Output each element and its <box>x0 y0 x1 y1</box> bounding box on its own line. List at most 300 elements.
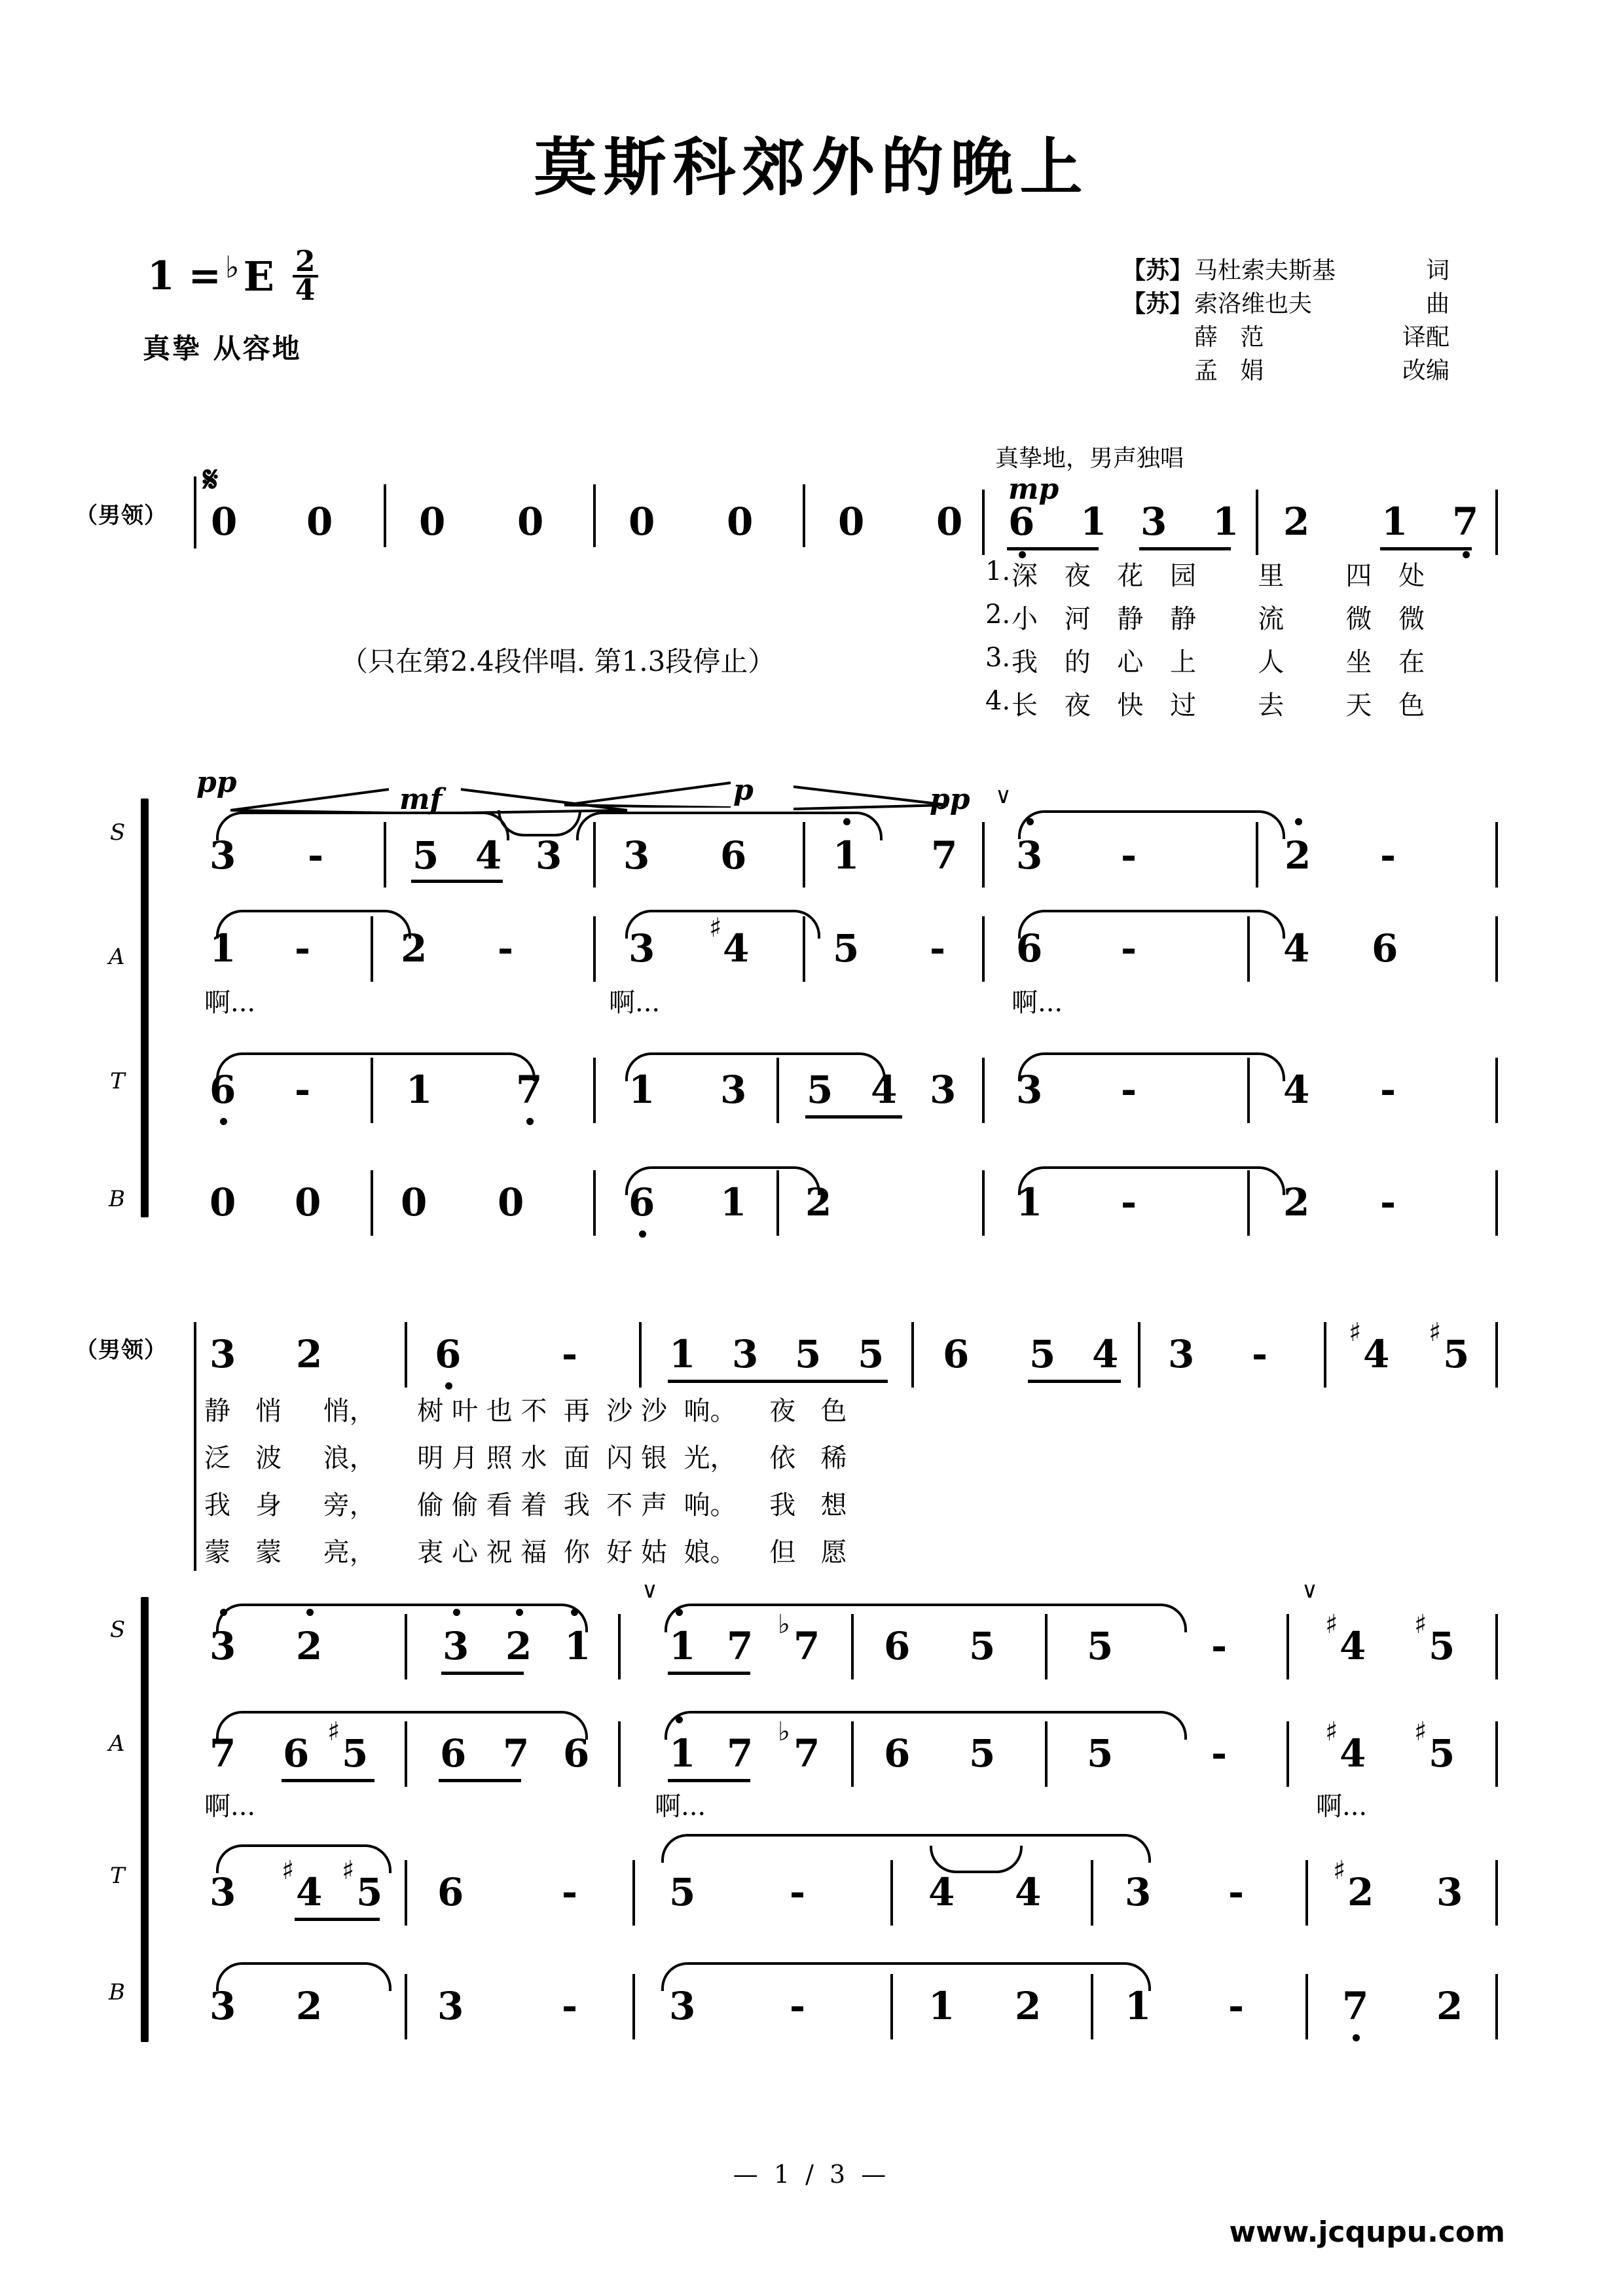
lead-rest: 0 <box>211 499 238 544</box>
barline <box>890 1860 893 1926</box>
lead-label-2: （男领） <box>75 1337 167 1363</box>
dynamic-pp-1: pp <box>196 766 237 799</box>
b-note: 2 <box>296 1984 323 2028</box>
t-sustain: - <box>790 1870 806 1914</box>
t-note: 4 <box>296 1870 323 1914</box>
page-title: 莫斯科郊外的晚上 <box>534 130 1089 204</box>
a-lyric: 啊... <box>1316 1791 1368 1821</box>
beam <box>1007 547 1099 550</box>
barline <box>632 1974 635 2039</box>
lead-note: 1 <box>1213 499 1239 544</box>
lead-note: 3 <box>1140 499 1167 544</box>
barline <box>593 916 596 982</box>
octave-dot-low <box>445 1382 452 1390</box>
barline <box>1495 1170 1498 1236</box>
octave-dot-low <box>526 1118 534 1125</box>
octave-dot-high <box>516 1609 523 1616</box>
barline <box>982 490 985 555</box>
barline <box>803 822 805 888</box>
tie <box>930 1846 1023 1873</box>
octave-dot-high <box>453 1609 460 1616</box>
barline <box>1495 1058 1498 1123</box>
barline <box>1286 1721 1289 1787</box>
a-lyric: 啊... <box>204 988 256 1018</box>
decrescendo-hairpin <box>792 779 949 810</box>
b-sustain: - <box>1228 1984 1245 2028</box>
phrase-slur <box>216 1604 588 1632</box>
lead-note: 7 <box>1452 499 1479 544</box>
s-note: 7 <box>727 1624 754 1668</box>
a-note: 7 <box>210 1731 236 1776</box>
s-note: 3 <box>1016 833 1043 878</box>
a-note: 7 <box>793 1731 820 1776</box>
beam <box>668 1779 750 1782</box>
credit-name: 薛 范 <box>1194 324 1264 351</box>
lead-rest: 0 <box>419 499 446 544</box>
barline <box>1495 1322 1498 1388</box>
beam <box>1139 547 1231 550</box>
s-sustain: - <box>1121 833 1137 878</box>
meter-denominator: 4 <box>295 274 316 308</box>
a-note: 6 <box>1016 926 1043 971</box>
lead-note: 3 <box>210 1332 236 1376</box>
credit-name: 孟 娟 <box>1194 357 1264 385</box>
t-note: 3 <box>210 1870 236 1914</box>
barline <box>1247 1170 1250 1236</box>
tempo-marking: 真挚 从容地 <box>143 332 302 365</box>
barline <box>1495 1721 1498 1787</box>
s-note: 6 <box>884 1624 911 1668</box>
barline <box>1286 1614 1289 1679</box>
beam <box>411 880 503 883</box>
verse-text: 深 夜 花 园 里 四 处 <box>1012 561 1434 591</box>
b-note: 1 <box>928 1984 955 2028</box>
s-sustain: - <box>1211 1624 1228 1668</box>
beam <box>441 1672 524 1675</box>
barline <box>384 822 386 888</box>
barline <box>890 1974 893 2039</box>
b-note: 2 <box>1283 1180 1310 1225</box>
lead-note: 2 <box>1283 499 1310 544</box>
a-note: 4 <box>723 926 750 971</box>
lead-note: 2 <box>296 1332 323 1376</box>
barline <box>1091 1974 1093 2039</box>
sharp-accidental: ♯ <box>1325 1609 1338 1640</box>
s-note: 6 <box>720 833 747 878</box>
barline <box>803 484 805 547</box>
t-sustain: - <box>1380 1067 1396 1112</box>
b-note: 2 <box>1015 1984 1042 2028</box>
barline <box>776 1170 779 1236</box>
s-note: 5 <box>412 833 439 878</box>
segno-icon: 𝄋 <box>203 458 219 500</box>
t-note: 1 <box>406 1067 433 1112</box>
beam <box>1380 547 1472 550</box>
a-note: 6 <box>563 1731 590 1776</box>
barline <box>371 1058 373 1123</box>
octave-dot-high <box>676 1609 683 1616</box>
meter-numerator: 2 <box>293 249 318 278</box>
credit-row <box>1122 287 1450 321</box>
lead-rest: 0 <box>517 499 544 544</box>
phrase-slur <box>661 1834 1151 1863</box>
beam <box>1028 1380 1121 1383</box>
barline <box>911 1322 914 1388</box>
credit-row <box>1122 254 1450 287</box>
barline <box>982 1170 985 1236</box>
crescendo-hairpin <box>229 783 393 814</box>
a-sustain: - <box>498 926 514 971</box>
dynamic-mp: mp <box>1008 473 1059 506</box>
verse-text: 我 身 旁， 偷 偷 看 着 我 不 声 响。 我 想 <box>204 1490 847 1520</box>
credit-role: 曲 <box>1425 291 1450 318</box>
verse-text: 我 的 心 上 人 坐 在 <box>1012 647 1434 677</box>
a-note: 6 <box>884 1731 911 1776</box>
t-sustain: - <box>1121 1067 1137 1112</box>
breath-mark-icon: ∨ <box>995 783 1012 809</box>
lead-note: 6 <box>435 1332 462 1376</box>
t-note: 4 <box>1283 1067 1310 1112</box>
octave-dot-high <box>306 1609 314 1616</box>
verse-number: 4. <box>985 686 1011 716</box>
a-lyric: 啊... <box>609 988 661 1018</box>
phrase-slur <box>1018 810 1285 839</box>
barline <box>405 1721 407 1787</box>
sharp-accidental: ♯ <box>1325 1716 1338 1747</box>
barline <box>405 1974 407 2039</box>
lead-rest: 0 <box>629 499 655 544</box>
phrase-slur <box>216 1711 588 1740</box>
beam <box>805 1115 902 1119</box>
beam <box>282 1779 374 1782</box>
verse-number: 3. <box>985 643 1011 673</box>
lead-rest: 0 <box>936 499 963 544</box>
t-note: 1 <box>629 1067 655 1112</box>
a-note: 4 <box>1340 1731 1366 1776</box>
t-note: 4 <box>871 1067 898 1112</box>
s-note: 3 <box>623 833 650 878</box>
key-prefix: 1 = <box>147 253 221 300</box>
lead-note: 5 <box>795 1332 822 1376</box>
beam <box>295 1918 380 1921</box>
b-note: 3 <box>669 1984 696 2028</box>
b-sustain: - <box>1380 1180 1396 1225</box>
credit-nation: 【苏】 <box>1122 290 1194 318</box>
lead-note: 5 <box>1029 1332 1056 1376</box>
lead-rest: 0 <box>727 499 754 544</box>
barline <box>405 1322 407 1388</box>
barline <box>593 822 596 888</box>
credit-nation <box>1122 321 1194 354</box>
a-sustain: - <box>930 926 946 971</box>
beam <box>439 1779 521 1782</box>
t-note: 7 <box>516 1067 543 1112</box>
a-note: 4 <box>1283 926 1310 971</box>
t-sustain: - <box>1228 1870 1245 1914</box>
credits-block <box>1122 254 1450 387</box>
verse-text: 泛 波 浪， 明 月 照 水 面 闪 银 光， 依 稀 <box>204 1443 847 1473</box>
octave-dot-low <box>1353 2034 1360 2041</box>
barline <box>371 916 373 982</box>
dynamic-pp-2: pp <box>930 783 970 816</box>
octave-dot-high <box>571 1609 578 1616</box>
lead-rest: 0 <box>306 499 333 544</box>
lead-note: 4 <box>1363 1332 1390 1376</box>
t-note: 2 <box>1347 1870 1374 1914</box>
beam <box>668 1672 750 1675</box>
barline <box>1305 1974 1308 2039</box>
part-label-b: B <box>109 1979 125 2005</box>
t-note: 5 <box>807 1067 833 1112</box>
barline <box>1305 1860 1308 1926</box>
barline <box>982 822 985 888</box>
barline <box>1091 1860 1093 1926</box>
lead-note: 1 <box>669 1332 696 1376</box>
a-note: 5 <box>1087 1731 1114 1776</box>
phrase-slur <box>625 1052 886 1081</box>
s-note: 5 <box>969 1624 996 1668</box>
verse-text: 小 河 静 静 流 微 微 <box>1012 604 1434 634</box>
sharp-accidental: ♯ <box>1429 1317 1442 1348</box>
b-note: 3 <box>437 1984 464 2028</box>
lead-note: 3 <box>1168 1332 1195 1376</box>
t-note: 3 <box>720 1067 747 1112</box>
phrase-slur <box>661 1962 1151 1991</box>
key-signature <box>147 245 318 308</box>
part-label-s: S <box>110 819 126 846</box>
t-note: 6 <box>210 1067 236 1112</box>
sharp-accidental: ♯ <box>709 912 722 943</box>
flat-accidental: ♭ <box>778 1716 790 1747</box>
t-note: 3 <box>1436 1870 1463 1914</box>
barline <box>851 1721 854 1787</box>
barline <box>405 1614 407 1679</box>
lead-note: 1 <box>1080 499 1107 544</box>
octave-dot-low <box>1463 551 1470 558</box>
credit-row <box>1122 354 1450 387</box>
sharp-accidental: ♯ <box>327 1716 340 1747</box>
credit-role: 词 <box>1425 257 1450 284</box>
verse-text: 静 悄 悄， 树 叶 也 不 再 沙 沙 响。 夜 色 <box>204 1396 847 1426</box>
sharp-accidental: ♯ <box>1414 1609 1427 1640</box>
s-note: 3 <box>210 1624 236 1668</box>
barline <box>776 1058 779 1123</box>
s-sustain: - <box>308 833 324 878</box>
phrase-slur <box>216 910 411 939</box>
t-note: 3 <box>1016 1067 1043 1112</box>
lead-sustain: - <box>562 1332 578 1376</box>
octave-dot-high <box>676 1716 683 1723</box>
credit-role: 译配 <box>1402 324 1450 351</box>
satb-system-bracket <box>141 798 149 1217</box>
phrase-slur <box>1018 1166 1285 1195</box>
s-note: 3 <box>210 833 236 878</box>
barline <box>593 1170 596 1236</box>
s-note: 3 <box>536 833 562 878</box>
a-lyric: 啊... <box>1012 988 1063 1018</box>
b-sustain: - <box>790 1984 806 2028</box>
barline <box>803 916 805 982</box>
page-number: — 1 / 3 — <box>733 2160 890 2189</box>
octave-dot-low <box>639 1230 646 1238</box>
a-note: 5 <box>342 1731 369 1776</box>
sharp-accidental: ♯ <box>1414 1716 1427 1747</box>
barline <box>1324 1322 1326 1388</box>
part-label-b: B <box>109 1186 125 1212</box>
phrase-slur <box>1018 1052 1285 1081</box>
a-lyric: 啊... <box>204 1791 256 1821</box>
barline <box>1138 1322 1140 1388</box>
barline <box>618 1721 621 1787</box>
b-note: 7 <box>1342 1984 1369 2028</box>
part-label-s: S <box>110 1617 126 1643</box>
a-note: 5 <box>969 1731 996 1776</box>
s-note: 4 <box>1340 1624 1366 1668</box>
sharp-accidental: ♯ <box>1349 1317 1362 1348</box>
part-label-t: T <box>110 1863 125 1889</box>
lead-rest: 0 <box>838 499 865 544</box>
t-note: 6 <box>437 1870 464 1914</box>
barline <box>982 1058 985 1123</box>
barline <box>1495 1974 1498 2039</box>
barline <box>593 1058 596 1123</box>
barline <box>1495 822 1498 888</box>
octave-dot-high <box>1027 818 1034 825</box>
lead-note: 6 <box>943 1332 970 1376</box>
barline <box>194 476 196 548</box>
b-note: 1 <box>720 1180 747 1225</box>
barline <box>1495 1614 1498 1679</box>
tie <box>498 810 581 836</box>
t-note: 5 <box>356 1870 383 1914</box>
credit-row <box>1122 321 1450 354</box>
barline <box>1247 916 1250 982</box>
satb-system-bracket <box>141 1597 149 2042</box>
s-note: 2 <box>505 1624 532 1668</box>
t-sustain: - <box>562 1870 578 1914</box>
b-note: 1 <box>1016 1180 1043 1225</box>
t-sustain: - <box>295 1067 311 1112</box>
s-note: 7 <box>793 1624 820 1668</box>
octave-dot-high <box>220 1609 227 1616</box>
b-note: 0 <box>210 1180 236 1225</box>
t-note: 4 <box>1015 1870 1042 1914</box>
sharp-accidental: ♯ <box>1333 1855 1346 1886</box>
barline <box>384 484 386 547</box>
a-sustain: - <box>295 926 311 971</box>
barline <box>593 484 596 547</box>
lead-sustain: - <box>1252 1332 1268 1376</box>
a-note: 7 <box>503 1731 530 1776</box>
verse-number: 2. <box>985 600 1011 630</box>
b-note: 1 <box>1125 1984 1152 2028</box>
accompaniment-note: （只在第2.4段伴唱. 第1.3段停止） <box>340 645 776 677</box>
key-letter: E <box>243 252 274 300</box>
beam <box>668 1380 888 1383</box>
verse-number: 1. <box>985 556 1011 586</box>
credit-nation <box>1122 354 1194 387</box>
b-note: 0 <box>498 1180 524 1225</box>
b-note: 2 <box>805 1180 832 1225</box>
flat-symbol: ♭ <box>225 249 240 285</box>
lead-note: 4 <box>1092 1332 1119 1376</box>
t-note: 3 <box>930 1067 957 1112</box>
lead-label-1: （男领） <box>75 503 167 529</box>
b-sustain: - <box>1121 1180 1137 1225</box>
s-note: 4 <box>475 833 502 878</box>
flat-accidental: ♭ <box>778 1609 790 1640</box>
a-sustain: - <box>1121 926 1137 971</box>
time-signature <box>293 245 318 308</box>
s-note: 1 <box>564 1624 591 1668</box>
s-note: 2 <box>296 1624 323 1668</box>
dynamic-p: p <box>733 774 754 807</box>
barline <box>1495 490 1498 555</box>
barline <box>1045 1721 1048 1787</box>
barline <box>618 1614 621 1679</box>
dynamic-mf: mf <box>399 783 443 816</box>
barline <box>1247 1058 1250 1123</box>
barline <box>405 1860 407 1926</box>
b-note: 6 <box>629 1180 655 1225</box>
a-note: 1 <box>669 1731 696 1776</box>
credit-name: 索洛维也夫 <box>1194 291 1313 318</box>
a-sustain: - <box>1211 1731 1228 1776</box>
a-note: 6 <box>440 1731 467 1776</box>
s-note: 1 <box>833 833 860 878</box>
credit-role: 改编 <box>1402 357 1450 385</box>
barline <box>632 1860 635 1926</box>
barline <box>194 1322 196 1571</box>
s-note: 5 <box>1429 1624 1455 1668</box>
barline <box>1256 490 1258 555</box>
barline <box>1256 822 1258 888</box>
octave-dot-high <box>1295 818 1302 825</box>
barline <box>1045 1614 1048 1679</box>
barline <box>371 1170 373 1236</box>
sharp-accidental: ♯ <box>282 1855 295 1886</box>
crescendo-hairpin <box>563 776 733 808</box>
credit-name: 马杜索夫斯基 <box>1194 257 1336 284</box>
breath-mark-icon: ∨ <box>642 1577 658 1604</box>
phrase-slur <box>216 1052 536 1081</box>
s-note: 7 <box>931 833 958 878</box>
part-label-t: T <box>110 1068 125 1094</box>
a-note: 1 <box>210 926 236 971</box>
b-note: 0 <box>295 1180 321 1225</box>
b-note: 0 <box>401 1180 428 1225</box>
lead-note: 5 <box>858 1332 884 1376</box>
barline <box>1495 1860 1498 1926</box>
lead-note: 1 <box>1381 499 1408 544</box>
a-note: 5 <box>833 926 860 971</box>
a-note: 7 <box>727 1731 754 1776</box>
s-note: 3 <box>443 1624 469 1668</box>
s-sustain: - <box>1380 833 1396 878</box>
a-note: 3 <box>629 926 655 971</box>
a-note: 6 <box>1372 926 1398 971</box>
a-note: 5 <box>1429 1731 1455 1776</box>
b-note: 3 <box>210 1984 236 2028</box>
sharp-accidental: ♯ <box>342 1855 355 1886</box>
a-note: 2 <box>401 926 428 971</box>
part-label-a: A <box>109 1731 125 1757</box>
barline <box>639 1322 642 1388</box>
lead-note: 5 <box>1443 1332 1470 1376</box>
verse-text: 长 夜 快 过 去 天 色 <box>1012 691 1434 721</box>
octave-dot-low <box>220 1118 227 1125</box>
a-lyric: 啊... <box>655 1791 706 1821</box>
